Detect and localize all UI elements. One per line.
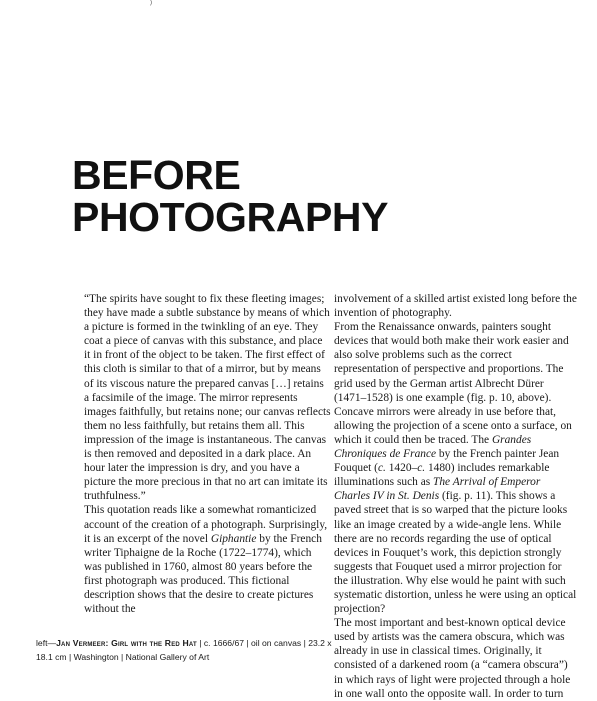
body-text-cont: by the French writer Tiphaigne de la Roche (1722–1774), which was published in 1760, almost 80 years before the first photograph was produced. This fictional description shows that the desire to create pictures without the xyxy=(84,532,322,616)
title-line-1: BEFORE xyxy=(72,152,241,198)
italic-title-arrival: The Arrival of Emperor Charles IV in St. Denis xyxy=(334,476,541,503)
caption-position: left xyxy=(36,638,48,648)
text-segment: (fig. p. 11). This shows a paved street that is so warped that the picture looks like an image created by a wide-angle lens. While there are no records regarding the use of optical devices in Fouquet’s work, this depiction strongly suggests that Fouquet used a mirror projection for the illustration. Why else would he paint with such systematic distortion, unless he were using an optical projection? xyxy=(334,490,577,616)
text-segment: by the French painter Jean Fouquet ( xyxy=(334,448,560,475)
text-segment: 1480) includes remarkable illuminations such as xyxy=(334,462,550,489)
caption-details: | c. 1666/67 | oil on canvas | 23.2 x 18.1 cm | Washington | National Gallery of Art xyxy=(36,638,332,663)
left-column xyxy=(84,292,331,616)
quote-paragraph: “The spirits have sought to fix these fleeting images; they have made a subtle substance by means of which a picture is formed in the twinkling of an eye. They coat a piece of canvas with this substance, and place it in front of the object to be taken. The first effect of this cloth is similar to that of a mirror, but by means of its viscous nature the prepared canvas […] retains a facsimile of the image. The mirror represents images faithfully, but retains none; our canvas reflects them no less faithfully, but retains them all. This impression of the image is instantaneous. The canvas is then removed and deposited in a dark place. An hour later the impression is dry, and you have a picture the more precious in that no art can imitate its truthfulness.” xyxy=(84,293,331,503)
text-segment: From the Renaissance onwards, painters sought devices that would both make their work easier and also solve problems such as the correct representation of perspective and proportions. The grid used by the German artist Albrecht Dürer (1471–1528) is one example (fig. p. 10, above). Concave mirrors were already in use before that, allowing the projection of a scene onto a surface, on which it could then be traced. The xyxy=(334,321,572,446)
figure-caption xyxy=(36,636,336,664)
body-paragraph xyxy=(84,503,331,616)
italic-title-chroniques: Grandes Chroniques de France xyxy=(334,433,532,461)
text-segment: 1420– xyxy=(385,462,418,475)
novel-title: Giphantie xyxy=(210,532,257,545)
caption-work-title: Jan Vermeer: Girl with the Red Hat xyxy=(56,638,197,648)
page-mark: ) xyxy=(150,0,152,6)
right-column xyxy=(334,292,577,701)
camera-obscura-paragraph: The most important and best-known optical device used by artists was the camera obscura, which was already in use in classical times. Originally, it consisted of a darkened room (a “camera obscura”) in which rays of light were projected through a hole in one wall onto the opposite wall. In order to turn xyxy=(334,617,571,700)
body-text: This quotation reads like a somewhat romanticized account of the creation of a photograph. Surprisingly, it is an excerpt of the novel xyxy=(84,504,328,545)
italic-circa: c. xyxy=(417,462,426,475)
continued-paragraph: involvement of a skilled artist existed long before the invention of photography. xyxy=(334,293,577,320)
renaissance-paragraph xyxy=(334,320,577,616)
page-title xyxy=(72,154,388,238)
title-line-2: PHOTOGRAPHY xyxy=(72,194,389,240)
caption-dash: — xyxy=(47,638,57,648)
italic-circa: c. xyxy=(377,462,386,475)
